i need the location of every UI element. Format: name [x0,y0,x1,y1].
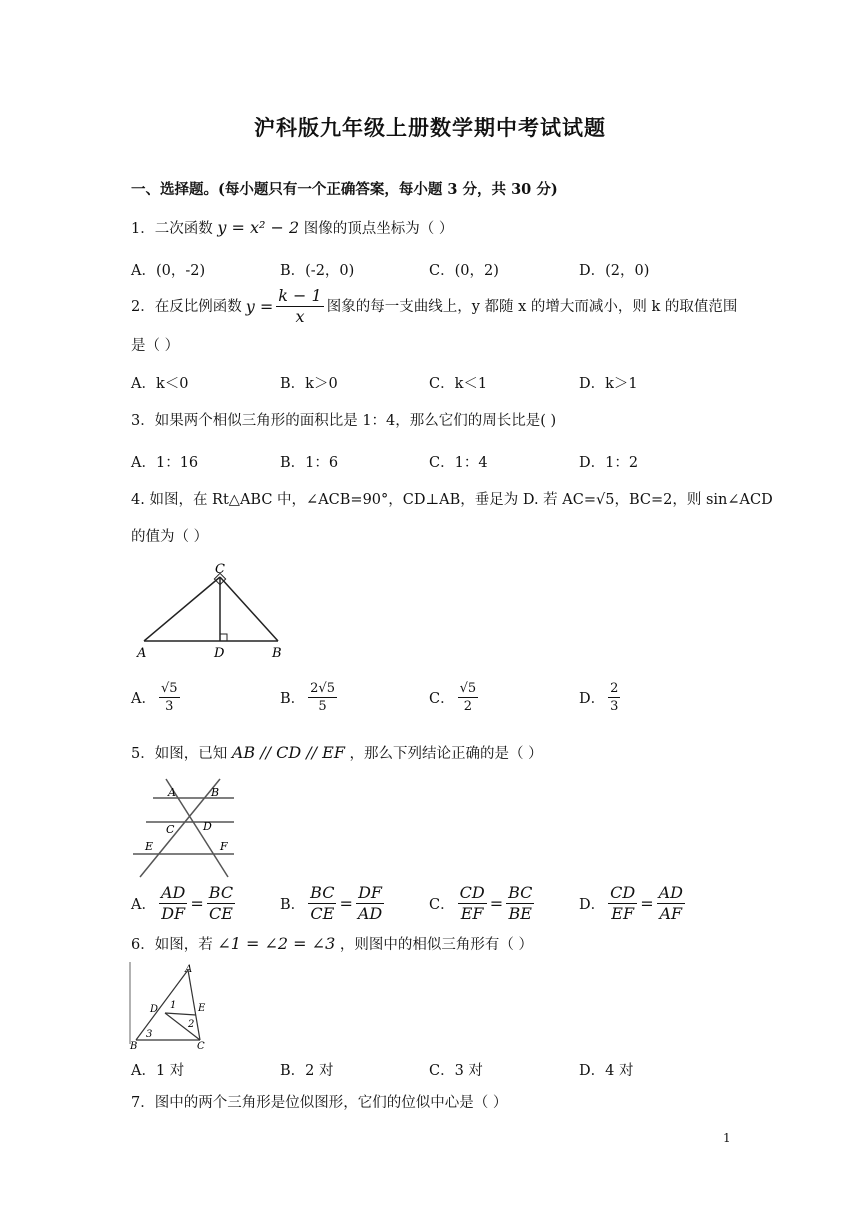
q2-prefix: 2．在反比例函数 [131,298,242,315]
q5-b-d2: AD [357,904,383,923]
section-heading: 一、选择题。(每小题只有一个正确答案，每小题 3 分，共 30 分) [131,181,558,198]
q6-formula: ∠1 = ∠2 = ∠3 [217,934,336,953]
q5-option-b-right [356,883,384,924]
question-6 [131,934,533,955]
q5-option-a-left [159,883,187,924]
q6-label-c: C [197,1041,205,1050]
q5-a-d2: CE [208,904,233,923]
q5-d-d2: AF [659,904,683,923]
q5-a-equals: = [190,894,204,913]
q5-d-d1: EF [611,904,635,923]
q5-a-d1: DF [161,904,186,923]
q4-option-b-num: 2√5 [310,681,335,696]
q2-line2: 是（ ） [131,338,180,354]
q6-side-ab [136,970,188,1040]
q5-label-b: B [211,786,220,799]
q6-prefix: 6．如图，若 [131,937,213,953]
q4-option-b-fraction [308,680,337,715]
q5-figure [128,776,240,880]
question-3: 3．如果两个相似三角形的面积比是 1：4，那么它们的周长比是( ) [131,413,557,429]
q6-label-e: E [198,1003,206,1014]
q3-option-a[interactable]: A．1：16 [131,455,199,471]
q4-option-b-label: B． [280,691,306,707]
q4-label-c: C [215,562,225,577]
q4-option-a[interactable] [131,680,183,715]
q4-segment-bc [220,577,278,641]
q6-label-a: A [185,964,193,975]
q4-label-a: A [137,646,147,660]
q2-option-d[interactable]: D．k＞1 [579,376,638,392]
q2-option-a[interactable]: A．k＜0 [131,376,189,392]
q1-suffix: 图像的顶点坐标为（ ） [303,221,454,237]
page-number: 1 [723,1131,731,1145]
q5-b-equals: = [339,894,353,913]
q5-option-c-label: C． [429,897,455,913]
q5-c-d1: EF [460,904,484,923]
q5-option-a-label: A． [131,897,156,913]
q5-label-d: D [203,820,212,833]
q2-fraction [276,286,323,327]
q4-option-a-den: 3 [165,699,174,714]
q5-b-n1: BC [310,883,335,902]
q4-figure [134,560,294,660]
q5-c-d2: BE [508,904,532,923]
q1-option-d[interactable]: D．(2，0) [579,263,650,279]
q6-label-1: 1 [170,1000,177,1011]
q3-option-b[interactable]: B．1：6 [280,455,339,471]
question-5 [131,743,543,764]
q2-option-b[interactable]: B．k＞0 [280,376,338,392]
q5-option-a-right [207,883,235,924]
q6-option-d[interactable]: D．4 对 [579,1063,634,1079]
q2-numerator: k − 1 [278,286,322,305]
q4-option-b[interactable] [280,680,340,715]
q4-option-a-fraction [159,680,180,715]
q4-option-c-fraction [458,680,479,715]
q5-option-c[interactable] [429,883,537,924]
q5-option-b-label: B． [280,897,306,913]
q4-option-c-num: √5 [459,681,477,696]
q5-b-d1: CE [310,904,335,923]
q5-option-d[interactable] [579,883,688,924]
q4-option-d-num: 2 [610,681,619,696]
q4-option-d[interactable] [579,680,623,715]
q4-option-a-num: √5 [160,681,178,696]
q4-option-a-label: A． [131,691,156,707]
q5-label-a: A [168,786,176,799]
q5-a-n2: BC [208,883,234,902]
q4-option-c-den: 2 [463,699,473,714]
q5-option-c-left [458,883,487,924]
q4-option-d-label: D． [579,691,606,707]
q5-label-f: F [220,840,228,853]
q5-formula: AB // CD // EF [231,743,345,762]
q5-option-b[interactable] [280,883,387,924]
q5-c-n1: CD [459,883,485,902]
q2-denominator: x [295,307,305,326]
question-7: 7．图中的两个三角形是位似图形，它们的位似中心是（ ） [131,1095,508,1111]
q3-option-d[interactable]: D．1：2 [579,455,639,471]
q1-option-b[interactable]: B．(-2，0) [280,263,355,279]
q6-label-d: D [150,1004,159,1015]
q6-option-b[interactable]: B．2 对 [280,1063,334,1079]
q1-option-c[interactable]: C．(0，2) [429,263,499,279]
q2-suffix: 图象的每一支曲线上，y 都随 x 的增大而减小，则 k 的取值范围 [326,298,738,315]
q4-right-angle-d [220,634,227,641]
q5-option-d-label: D． [579,897,606,913]
q4-option-c[interactable] [429,680,481,715]
q5-option-c-right [506,883,534,924]
q4-label-d: D [214,646,225,660]
q5-option-b-left [308,883,336,924]
q5-option-d-right [657,883,685,924]
q5-label-c: C [166,823,175,836]
q5-c-n2: BC [508,883,533,902]
q5-b-n2: DF [358,883,383,902]
q6-option-c[interactable]: C．3 对 [429,1063,483,1079]
q6-segment-dc [165,1013,200,1040]
q4-segment-ac [144,577,220,641]
q2-lhs: y = [245,296,274,316]
q6-label-2: 2 [188,1019,195,1030]
q5-option-a[interactable] [131,883,238,924]
q4-option-d-fraction [608,680,620,715]
q4-line2: 的值为（ ） [131,529,209,545]
q6-suffix: ，则图中的相似三角形有（ ） [339,937,533,953]
q4-label-b: B [272,646,282,660]
q5-a-n1: AD [160,883,186,902]
q5-suffix: ，那么下列结论正确的是（ ） [349,746,543,762]
q6-option-a[interactable]: A．1 对 [131,1063,185,1079]
q6-label-b: B [130,1041,138,1050]
question-4: 4. 如图，在 Rt△ABC 中，∠ACB=90°，CD⊥AB，垂足为 D. 若 AC=√5，BC=2，则 sin∠ACD [131,492,773,508]
q5-label-e: E [145,840,154,853]
q1-option-a[interactable]: A．(0，-2) [131,263,206,279]
q6-label-3: 3 [146,1029,153,1040]
q4-option-b-den: 5 [318,699,327,714]
q5-prefix: 5．如图，已知 [131,746,228,762]
q6-figure [128,960,220,1050]
q5-option-d-left [608,883,637,924]
q5-d-n2: AD [658,883,684,902]
q5-d-equals: = [640,894,654,913]
q3-option-c[interactable]: C．1：4 [429,455,488,471]
q5-c-equals: = [489,894,504,913]
question-1 [131,218,453,239]
q1-formula: y = x² − 2 [217,218,300,237]
q6-segment-de [165,1013,196,1015]
page-title: 沪科版九年级上册数学期中考试试题 [254,115,606,140]
q4-option-d-den: 3 [610,699,619,714]
q5-d-n1: CD [610,883,636,902]
q2-option-c[interactable]: C．k＜1 [429,376,488,392]
question-2 [131,286,737,327]
q1-prefix: 1．二次函数 [131,221,213,237]
q4-option-c-label: C． [429,691,455,707]
